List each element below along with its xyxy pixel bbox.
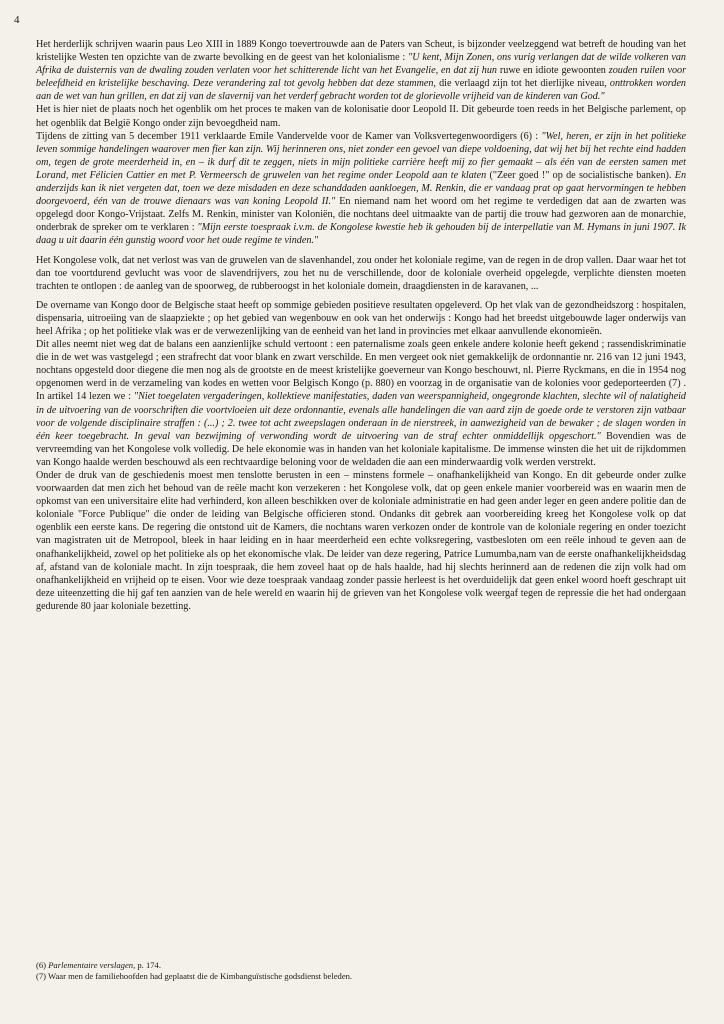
footnotes [36,960,686,982]
footnote-source: Parlementaire verslagen, [48,960,136,970]
footnote-number: (7) [36,971,47,981]
footnote-number: (6) [36,960,47,970]
paragraph [36,38,686,103]
footnote-7 [36,971,686,982]
page-number: 4 [14,14,20,26]
paragraph [36,103,686,129]
quote-text: zouden ruilen voor beleefdheid en kristelijke beschaving. Deze verandering zal tot gevolg hebben dat deze stammen, [36,65,687,90]
paragraph [36,469,686,613]
quote-text: "Niet toegelaten vergaderingen, kollektieve manifestaties, daden van weerspannigheid, ongegronde klachten, slechte wil of nalatigheid in de uitvoering van de voorschriften die voortvloeien uit deze ordonnantie, evenals alle handelingen die van aard zijn de goede orde te verstoren zijn vatbaar voor de volgende disciplinaire straffen : (...) ; 2. twee tot acht zweepslagen onderaan in de nierstreek, in aanwezigheid van de bewaker ; de slagen worden in één keer toegebracht. In geval van bezwijming of verwonding wordt de uitvoering van de straf echter onmiddellijk opgeschort." [36,391,686,442]
paragraph-text: De overname van Kongo door de Belgische staat heeft op sommige gebieden positieve resultaten opgeleverd. Op het vlak van de gezondheidszorg : hospitalen, dispensaria, uitroeiing van de slaapziekte ; op het gebied van wegenbouw en ook van het onderwijs : Kongo had het breedst uitgebouwde lager onderwijs van heel Afrika ; op het politieke vlak was er de verwezenlijking van de eenheid van het land in provincies met elkaar aanvullende ekonomieën. [36,299,686,337]
paragraph [36,254,686,293]
paragraph-text: Bovendien was de vervreemding van het Kongolese volk volledig. De hele ekonomie was in handen van het koloniale kapitalisme. De immense winsten die het uit de rijkdommen van Kongo haalde werden beschouwd als een rechtvaardige beloning voor de weldaden die aan een minderwaardig volk werden verstrekt. [36,430,687,468]
paragraph [36,299,686,338]
paragraph-text: die verlaagd zijn tot het dierlijke niveau, [435,78,610,90]
paragraph-text: ("Zeer goed !" op de socialistische banken). [486,169,675,181]
quote-text: En anderzijds kan ik niet vergeten dat, toen we deze misdaden en deze schanddaden aankloegen, M. Renkin, die er vandaag prat op gaat hervormingen te hebben doorgevoerd, één van de trouwe dienaars was van koning Leopold II." [36,169,687,208]
quote-text: onttrokken worden aan de wet van hun grillen, en dat zij van de slavernij van het verderf gebracht worden tot de glorievolle vrijheid van de kinderen van God." [36,78,686,103]
quote-text: "Wel, heren, er zijn in het politieke leven sommige handelingen waarover men fier kan zijn. Wij herinneren ons, niet zonder een gevoel van diepe voldoening, dat wij het bij het rechte eind hadden om, tegen de grote meerderheid in, en – ik durf dit te zeggen, niets in mijn politieke carrière heeft mij zo fier gemaakt – als één van de eersten samen met Lorand, met Félicien Cattier en met P. Vermeersch de gruwelen van het regime onder Leopold aan te klaten [36,130,687,181]
footnote-6 [36,960,686,971]
paragraph-text: Dit alles neemt niet weg dat de balans een aanzienlijke schuld vertoont : een paternalisme zoals geen enkele andere kolonie heeft gekend ; rassendiskriminatie die in de wet was vastgelegd ; een strafrecht dat voor blank en zwart verschilde. En men vergeet ook niet gemakkelijk de ordonnantie nr. 216 van 12 juni 1943, nochtans opgesteld door diegene die men nog als de grootste en de meest kristelijke goeverneur van Kongo beschouwt, nl. Pierre Ryckmans, en die in 1954 nog opgenomen werd in de verzameling van kodes en wetten voor Belgisch Kongo (p. 880) en voorzag in de organisatie van de kolonies voor gedeporteerden (7) . In artikel 14 lezen we : [36,339,686,403]
paragraph-text: En niemand nam het woord om het regime te verdedigen dat aan de zwarten was opgelegd door Kongo-Vrijstaat. Zelfs M. Renkin, minister van Koloniën, die nochtans deel uitmaakte van de partij die trouw had gezworen aan de monarchie, onderbrak de spreker om te verklaren : [36,196,686,234]
paragraph [36,130,686,248]
paragraph-text: Het Kongolese volk, dat net verlost was van de gruwelen van de slavenhandel, zou onder het koloniale regime, van de regen in de drop vallen. Daar waar het tot dan toe voortdurend gevlucht was voor de slavendrijvers, zou het nu de verschillende, door de koloniale overheid opgelegde, verplichte diensten moeten trachten te ontlopen : de aanleg van de spoorweg, de rubberoogst in het koloniale domein, draagdiensten in de karavanen, ... [36,254,686,292]
footnote-text: Waar men de familiehoofden had geplaatst die de Kimbanguïstische godsdienst beleden. [48,971,353,981]
paragraph-text: Het is hier niet de plaats noch het ogenblik om het proces te maken van de kolonisatie door Leopold II. Dit gebeurde toen reeds in het Belgische parlement, op het ogenblik dat België Kongo onder zijn bevoegdheid nam. [36,104,686,129]
quote-text: "Mijn eerste toespraak i.v.m. de Kongolese kwestie heb ik gehouden bij de interpellatie van M. Hymans in juni 1907. Ik daag u uit daarin één gunstig woord voor het oude regime te vinden." [36,222,686,247]
paragraph-text: ruwe en idiote gewoonten [496,65,609,77]
body-text [36,38,686,613]
paragraph-text: Het herderlijk schrijven waarin paus Leo XIII in 1889 Kongo toevertrouwde aan de Paters van Scheut, is bijzonder veelzeggend wat betreft de houding van het kristelijke Westen ten opzichte van de zwarte bevolking en de geest van het kolonialisme : [36,39,686,64]
quote-text: "U kent, Mijn Zonen, ons vurig verlangen dat de wilde volkeren van Afrika de duisternis van de dwaling zouden verlaten voor het schitterende licht van het Evangelie, en dat zij hun [36,52,686,77]
footnote-text: p. 174. [135,960,161,970]
paragraph-text: Tijdens de zitting van 5 december 1911 verklaarde Emile Vandervelde voor de Kamer van Volksvertegenwoordigers (6) : [36,130,542,142]
paragraph [36,338,686,469]
paragraph-text: Onder de druk van de geschiedenis moest men tenslotte berusten in een – minstens formele – onafhankelijkheid van Kongo. En dit gebeurde onder zulke voorwaarden dat men zich het behoud van de reële macht kon verzekeren : het Kongolese volk, dat op geen enkele manier voorbereid was en waarin men de opkomst van een universitaire elite had verhinderd, kon alleen beschikken over de koloniale administratie en had geen ander leger en geen andere politie dan de koloniale "Force Publique" die onder de leiding van Belgische officieren stond. Ondanks dit gebrek aan voorbereiding kreeg het Kongolese volk op dat ogenblik een eerste kans. De regering die ontstond uit de Kamers, die nochtans waren verkozen onder de kontrole van de koloniale regering en onder toezicht van magistraten uit de Metropool, bleek in haar leiding en in haar meerderheid een echte volksregering, vastbesloten om een reële inhoud te geven aan de onafhankelijkheid, zowel op het politieke als op het ekonomische vlak. De leider van deze regering, Patrice Lumumba,nam van de eerste onafhankelijkheidsdag af, afstand van de koloniale macht. In zijn toespraak, die hem zoveel haat op de hals haalde, had hij slechts herinnerd aan de redenen die zijn volk had om onafhankelijkheid en vrijheid op te eisen. Voor wie deze toespraak vandaag zonder passie herleest is het overduidelijk dat geen enkel woord hoeft geschrapt uit deze uiteenzetting die hij gaf ten aanzien van de hele wereld en waarin hij de grieven van het Kongolese volk weergaf tegen de repressie die het had ondergaan gedurende 80 jaar koloniale bezetting. [36,470,686,612]
